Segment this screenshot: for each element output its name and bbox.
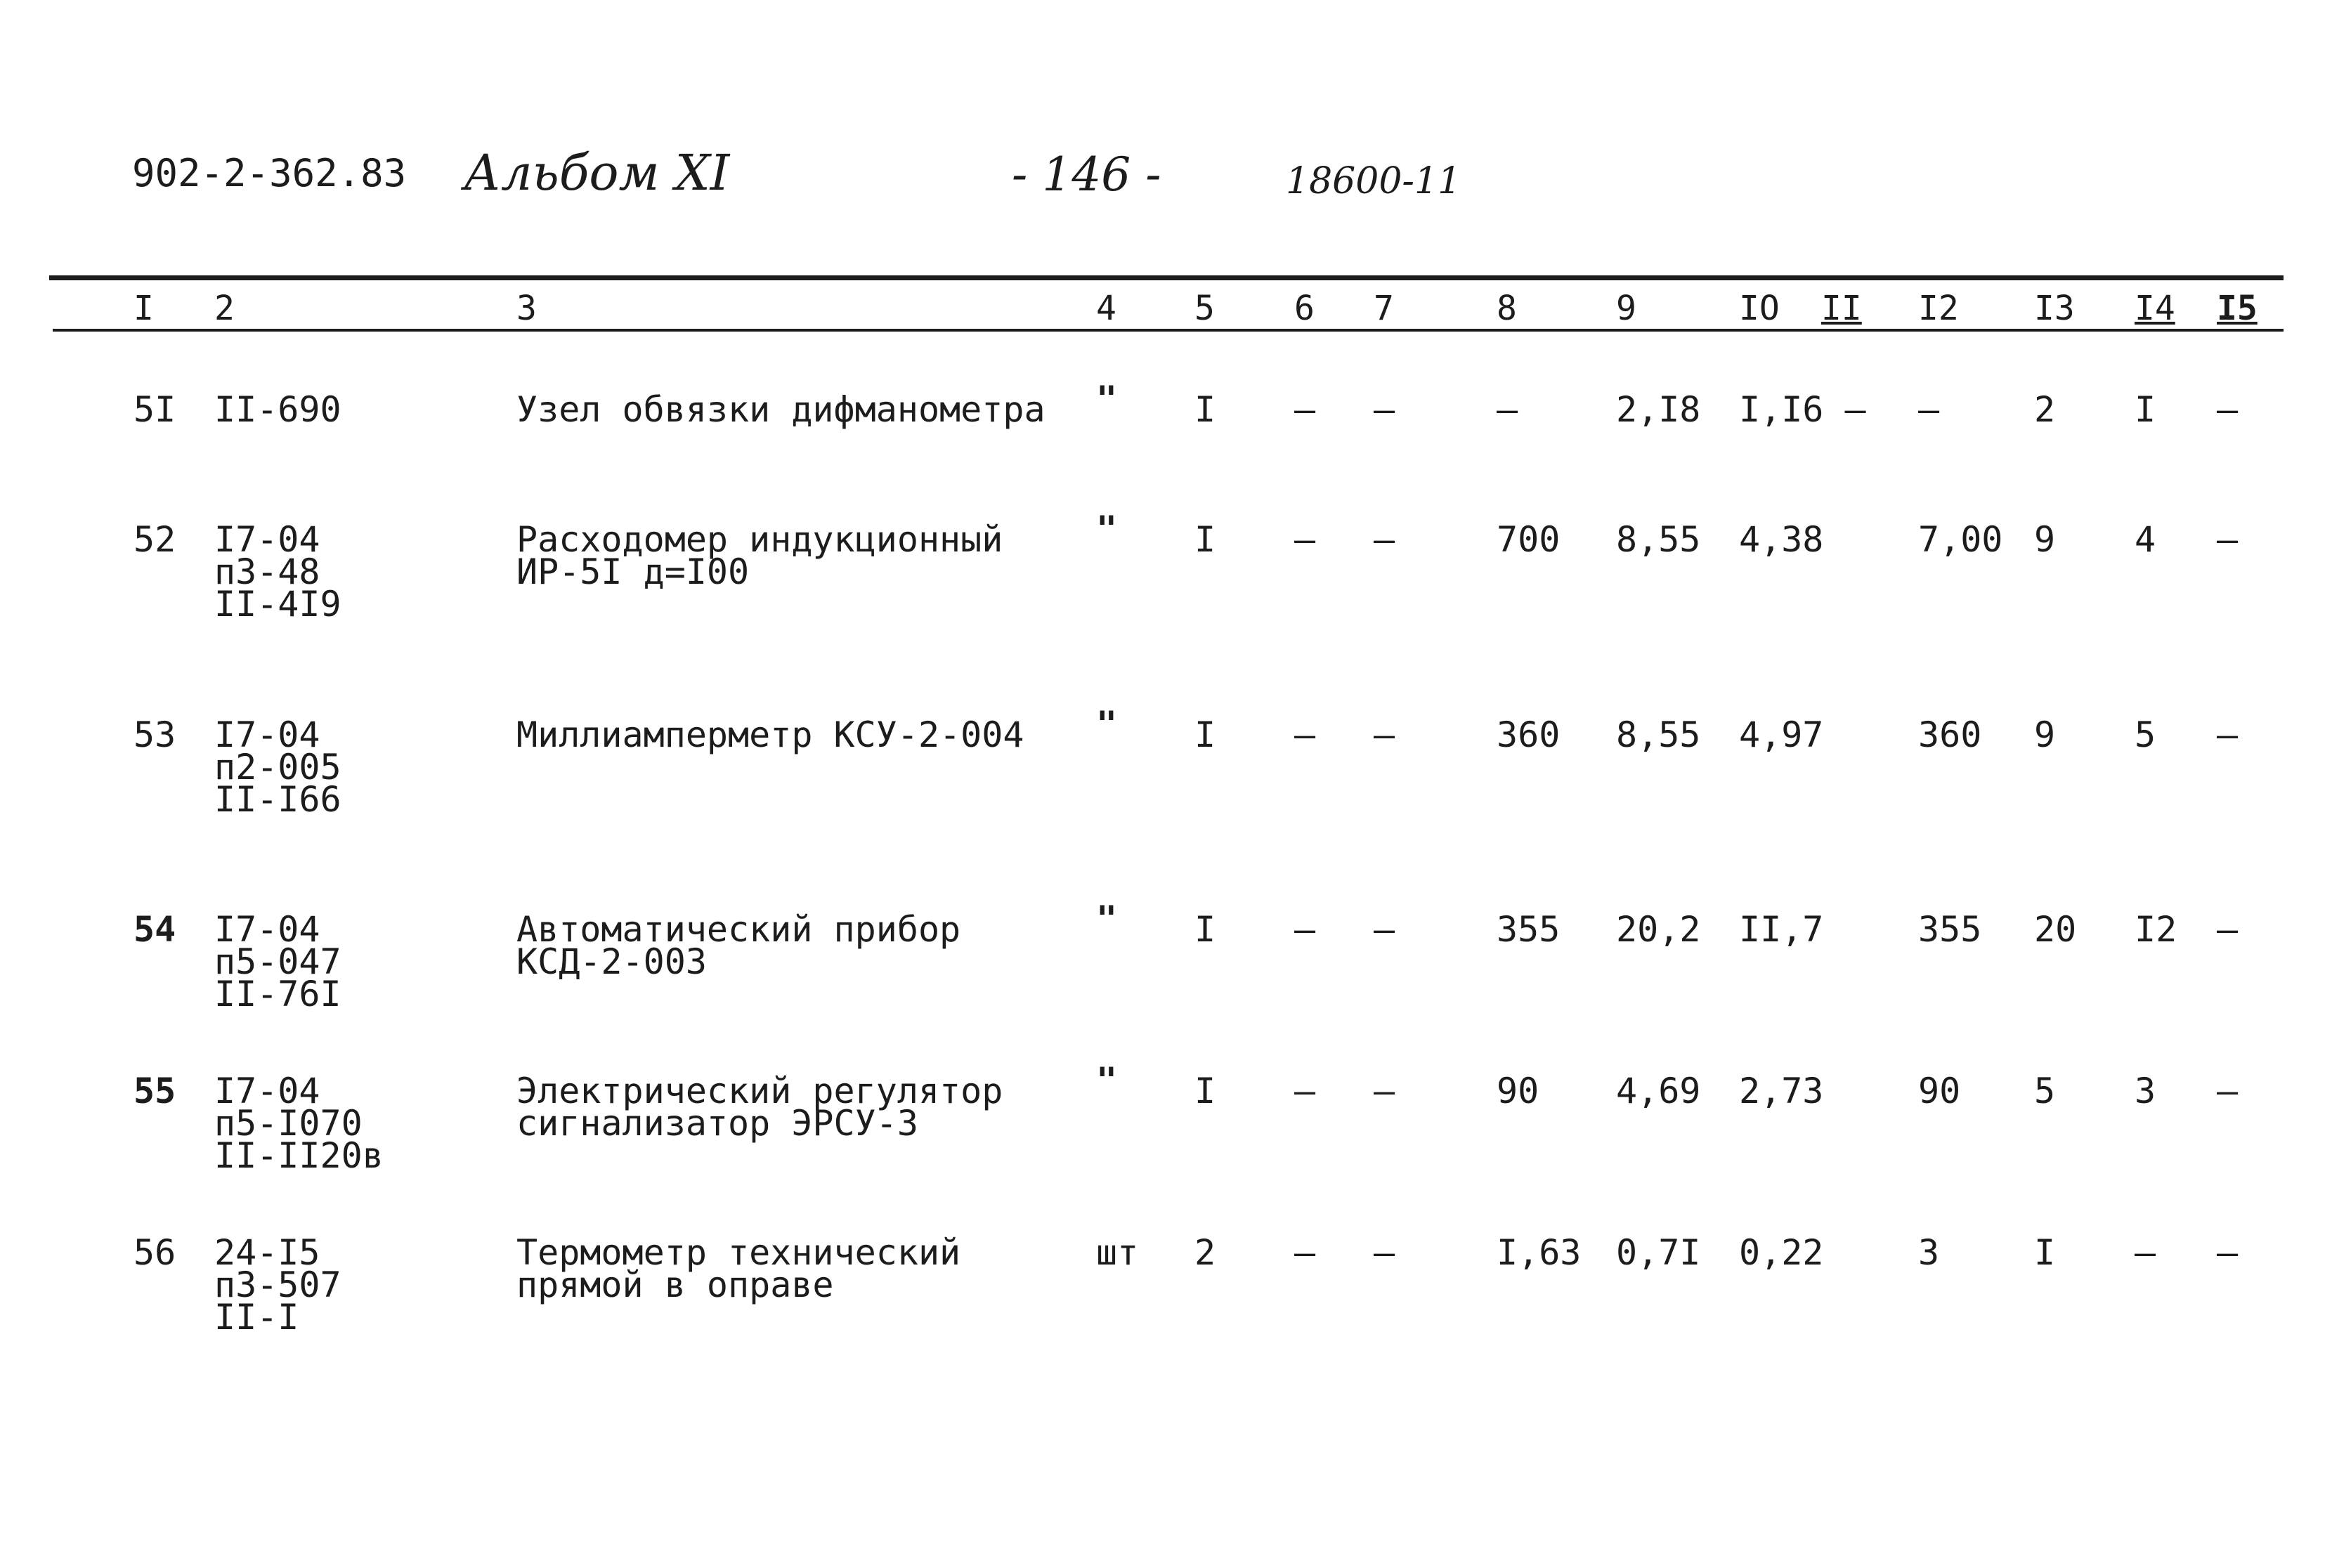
- row-unit: ": [1096, 379, 1118, 419]
- document-number: 18600-11: [1286, 160, 1461, 202]
- row-number: 53: [133, 714, 176, 755]
- column-header: I2: [1918, 289, 1959, 328]
- row-unit: ": [1096, 899, 1118, 939]
- row-col13: 9: [2034, 519, 2056, 560]
- row-name: Автоматический прибор КСД-2-003: [516, 909, 961, 982]
- row-col6: –: [1294, 909, 1316, 950]
- row-number: 52: [133, 519, 176, 560]
- row-number: 55: [133, 1071, 176, 1111]
- row-col8: 360: [1497, 714, 1561, 755]
- column-header: 7: [1374, 289, 1394, 328]
- column-header: 6: [1294, 289, 1315, 328]
- row-unit: шт: [1096, 1232, 1139, 1273]
- page-number: - 146 -: [1012, 148, 1161, 202]
- row-col5: I: [1194, 909, 1216, 950]
- row-name: Расходомер индукционный ИР-5I д=I00: [516, 519, 1003, 592]
- row-col10: 4,97: [1739, 714, 1824, 755]
- row-col8: 700: [1497, 519, 1561, 560]
- column-header: 3: [516, 289, 537, 328]
- row-col14: –: [2135, 1232, 2156, 1273]
- row-col7: –: [1374, 714, 1395, 755]
- column-header: 9: [1616, 289, 1636, 328]
- column-header: I5: [2217, 289, 2258, 328]
- column-header: II: [1821, 289, 1862, 328]
- row-col14: 4: [2135, 519, 2156, 560]
- row-col14: 5: [2135, 714, 2156, 755]
- row-col8: 355: [1497, 909, 1561, 950]
- row-col9: 20,2: [1616, 909, 1701, 950]
- row-col8: –: [1497, 389, 1518, 430]
- row-col7: –: [1374, 909, 1395, 950]
- row-col9: 0,7I: [1616, 1232, 1701, 1273]
- row-col9: 8,55: [1616, 714, 1701, 755]
- row-col15: –: [2217, 714, 2239, 755]
- table-top-rule: [49, 275, 2284, 280]
- row-unit: ": [1096, 1060, 1118, 1101]
- row-col14: I2: [2135, 909, 2177, 950]
- column-header: 2: [214, 289, 235, 328]
- row-col15: –: [2217, 1071, 2239, 1111]
- row-col13: I: [2034, 1232, 2056, 1273]
- row-col5: I: [1194, 714, 1216, 755]
- row-col7: –: [1374, 389, 1395, 430]
- document-code: 902-2-362.83: [132, 151, 407, 195]
- row-col7: –: [1374, 519, 1395, 560]
- row-number: 54: [133, 909, 176, 950]
- row-name: Миллиамперметр КСУ-2-004: [516, 714, 1024, 755]
- row-col8: I,63: [1497, 1232, 1582, 1273]
- row-col8: 90: [1497, 1071, 1539, 1111]
- row-col9: 4,69: [1616, 1071, 1701, 1111]
- column-header: 4: [1096, 289, 1116, 328]
- row-col5: I: [1194, 519, 1216, 560]
- row-col14: 3: [2135, 1071, 2156, 1111]
- row-col10: I,I6 –: [1739, 389, 1866, 430]
- row-col15: –: [2217, 389, 2239, 430]
- row-col15: –: [2217, 1232, 2239, 1273]
- column-header: I: [133, 289, 154, 328]
- row-col6: –: [1294, 714, 1316, 755]
- row-col13: 2: [2034, 389, 2056, 430]
- row-col6: –: [1294, 389, 1316, 430]
- album-label: Альбом XI: [464, 144, 730, 202]
- row-col7: –: [1374, 1071, 1395, 1111]
- row-col6: –: [1294, 1071, 1316, 1111]
- row-col12: 7,00: [1918, 519, 2003, 560]
- row-code: I7-04 п5-047 II-76I: [214, 909, 341, 1014]
- table-header-rule: [53, 329, 2284, 332]
- column-header: 5: [1194, 289, 1215, 328]
- row-col12: 90: [1918, 1071, 1961, 1111]
- column-header: I4: [2135, 289, 2175, 328]
- column-header: 8: [1497, 289, 1517, 328]
- row-col7: –: [1374, 1232, 1395, 1273]
- row-code: I7-04 п3-48 II-4I9: [214, 519, 341, 625]
- row-col14: I: [2135, 389, 2156, 430]
- row-col6: –: [1294, 1232, 1316, 1273]
- row-col12: 3: [1918, 1232, 1940, 1273]
- row-col10: 4,38: [1739, 519, 1824, 560]
- row-col10: 0,22: [1739, 1232, 1824, 1273]
- column-header: I3: [2034, 289, 2075, 328]
- row-col13: 20: [2034, 909, 2077, 950]
- row-col10: II,7: [1739, 909, 1824, 950]
- row-col5: I: [1194, 1071, 1216, 1111]
- row-name: Узел обвязки дифманометра: [516, 389, 1046, 430]
- row-col12: 360: [1918, 714, 1982, 755]
- row-col15: –: [2217, 519, 2239, 560]
- row-number: 56: [133, 1232, 176, 1273]
- row-name: Термометр технический прямой в оправе: [516, 1232, 961, 1305]
- row-col12: 355: [1918, 909, 1982, 950]
- row-col12: –: [1918, 389, 1940, 430]
- row-col5: I: [1194, 389, 1216, 430]
- row-number: 5I: [133, 389, 176, 430]
- row-col15: –: [2217, 909, 2239, 950]
- row-col9: 8,55: [1616, 519, 1701, 560]
- row-col13: 5: [2034, 1071, 2056, 1111]
- row-col13: 9: [2034, 714, 2056, 755]
- row-code: 24-I5 п3-507 II-I: [214, 1232, 341, 1338]
- row-unit: ": [1096, 704, 1118, 745]
- row-code: II-690: [214, 389, 341, 430]
- row-unit: ": [1096, 509, 1118, 549]
- row-col10: 2,73: [1739, 1071, 1824, 1111]
- row-name: Электрический регулятор сигнализатор ЭРСУ-3: [516, 1071, 1003, 1144]
- column-header: IO: [1739, 289, 1780, 328]
- row-col6: –: [1294, 519, 1316, 560]
- row-col9: 2,I8: [1616, 389, 1701, 430]
- row-col5: 2: [1194, 1232, 1216, 1273]
- row-code: I7-04 п2-005 II-I66: [214, 714, 341, 820]
- row-code: I7-04 п5-I070 II-II20в: [214, 1071, 384, 1176]
